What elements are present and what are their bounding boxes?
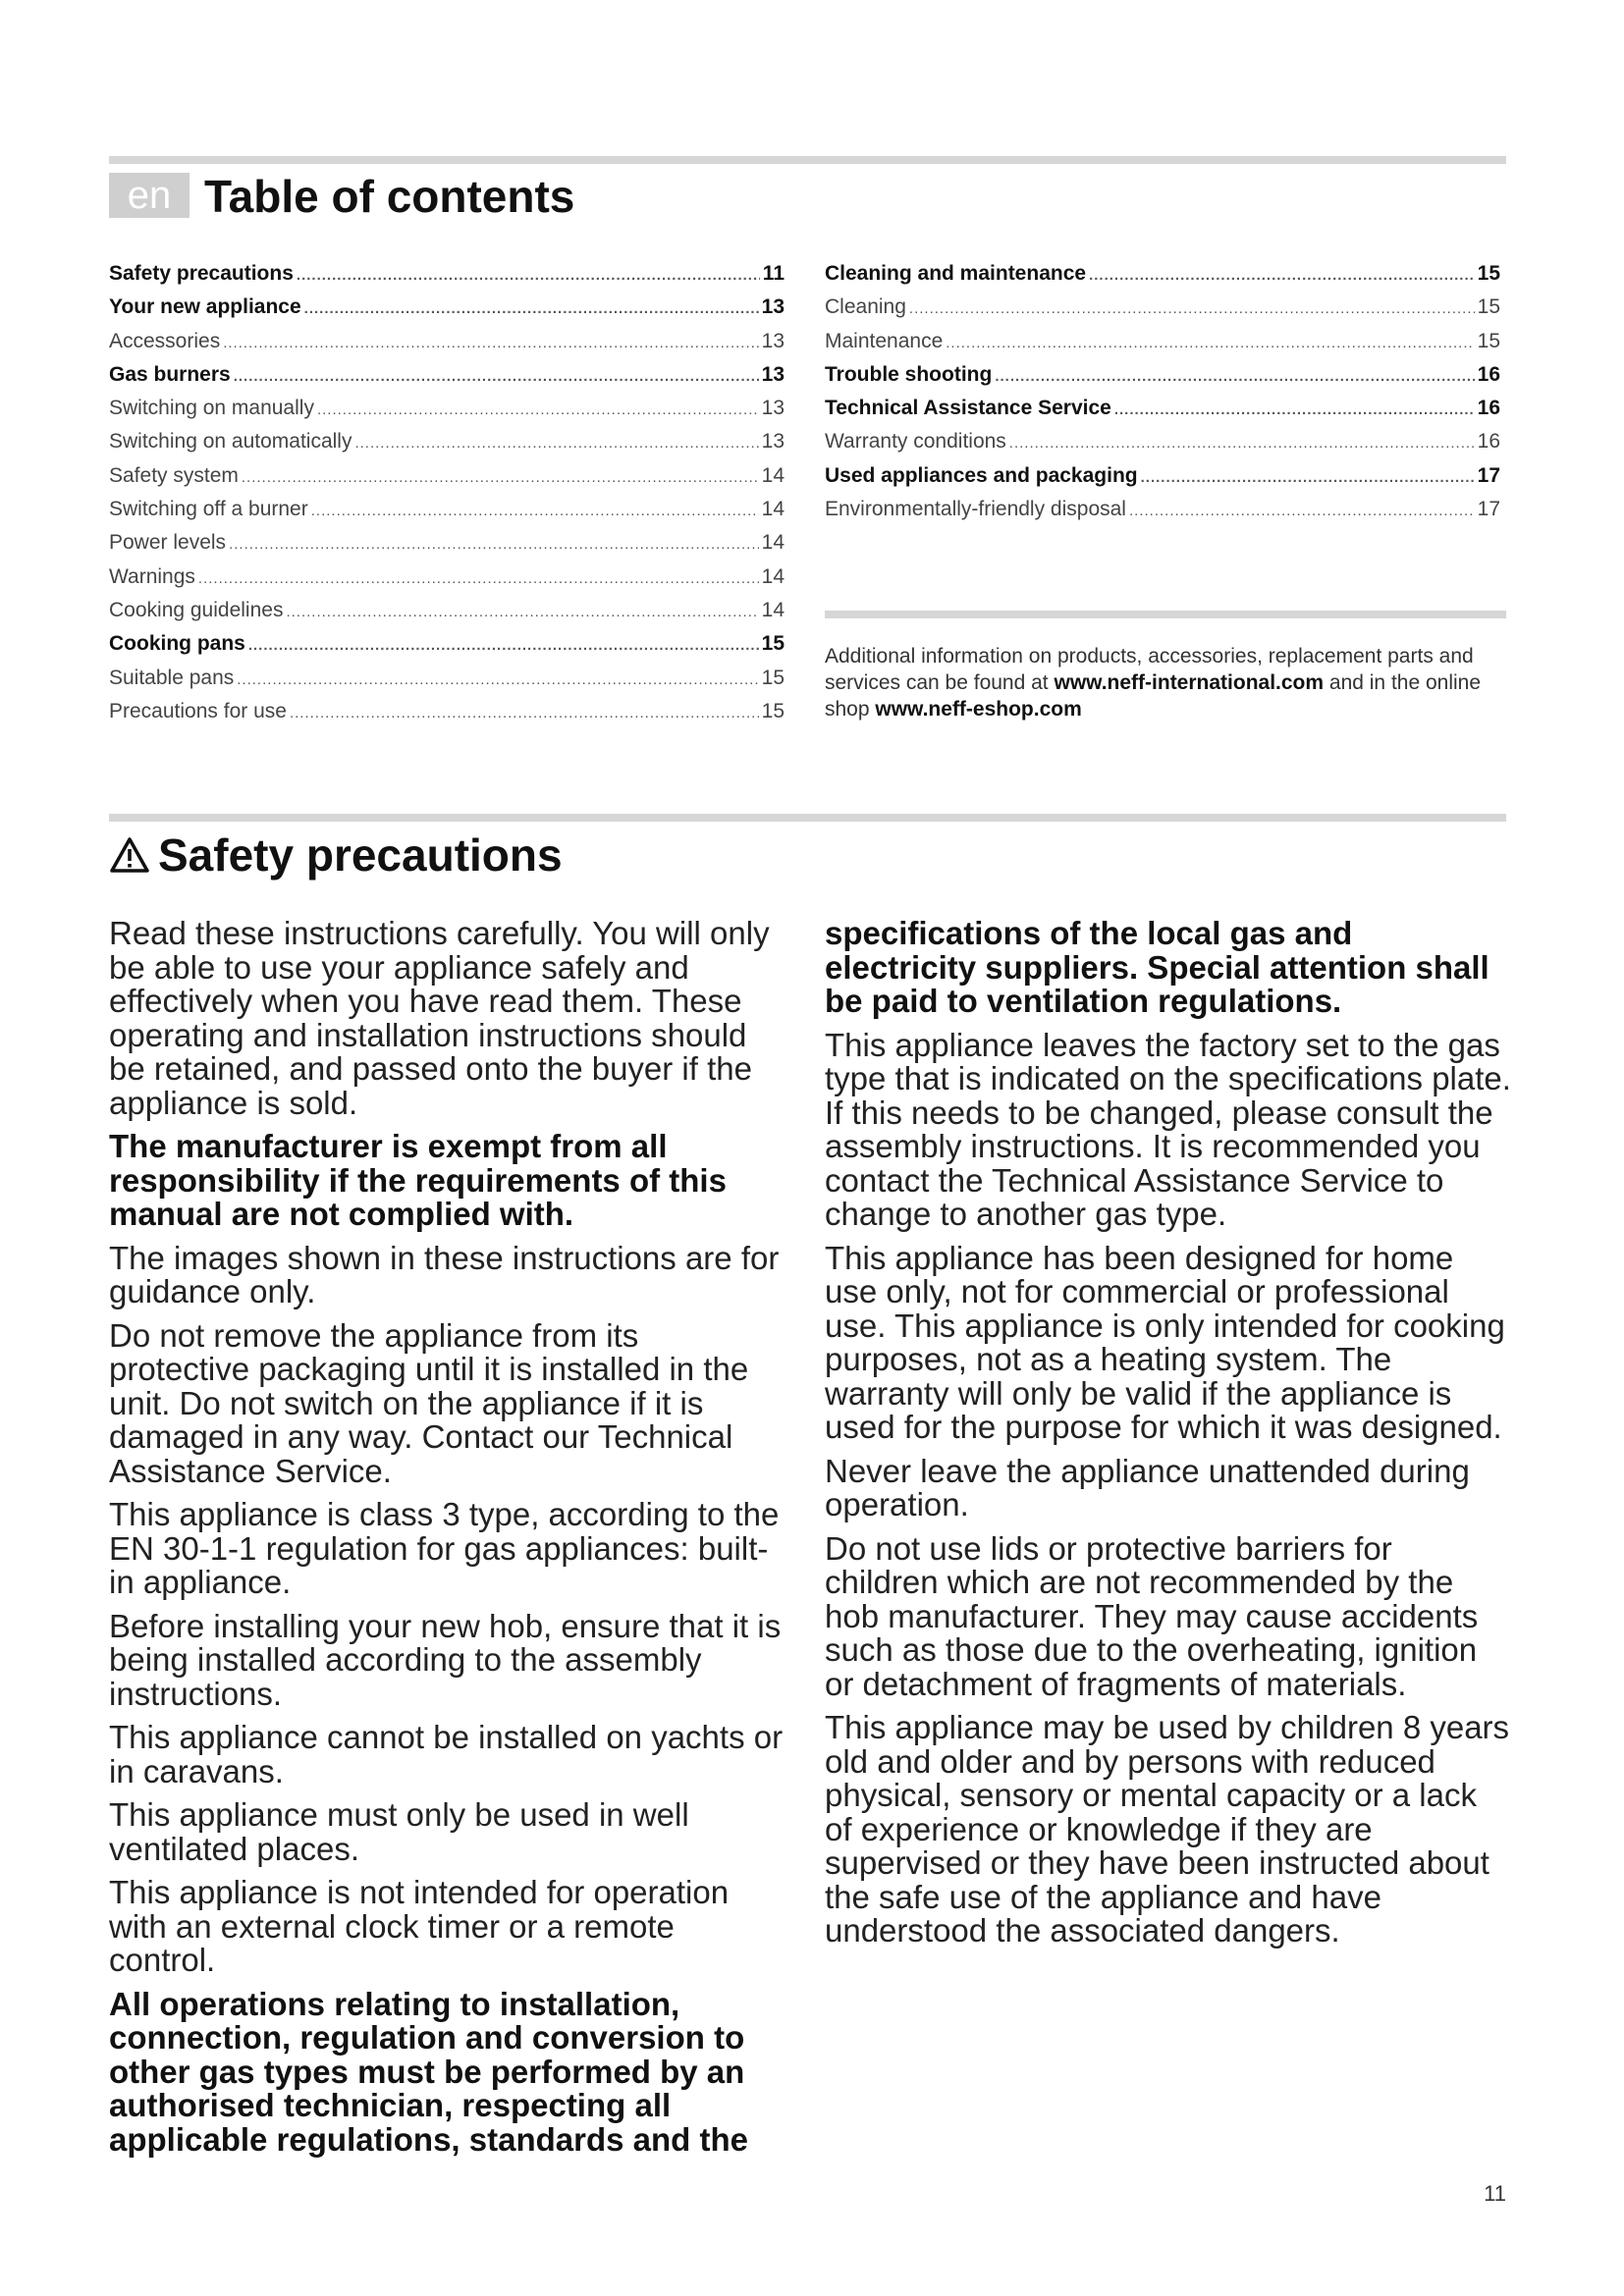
toc-entry-page: 14 xyxy=(761,564,785,588)
safety-paragraph: The images shown in these instructions are for guidance only. xyxy=(109,1239,780,1309)
toc-leader-dots xyxy=(311,493,759,528)
toc-entry-page: 15 xyxy=(761,632,785,656)
toc-entry-title: Power levels xyxy=(109,531,227,555)
toc-leader-dots xyxy=(223,325,758,360)
toc-leader-dots xyxy=(198,561,759,596)
toc-leader-dots xyxy=(1129,493,1475,528)
additional-info-text: Additional information on products, accessories, replacement parts and services can be found at xyxy=(825,645,1474,694)
toc-entry-page: 16 xyxy=(1477,397,1500,420)
toc-entry-title: Safety system xyxy=(109,463,239,487)
toc-entry-page: 17 xyxy=(1477,498,1500,521)
toc-leader-dots xyxy=(248,627,759,663)
safety-paragraph: This appliance may be used by children 8 years old and older and by persons with reduced physical, sensory or mental capacity or a lack of experience or knowledge if they are supervised or they have been instructed about the safe use of the appliance and have understood the associated dangers. xyxy=(825,1709,1510,1949)
toc-title: Table of contents xyxy=(204,171,575,222)
toc-entry-title: Switching on manually xyxy=(109,397,314,420)
toc-entry-page: 15 xyxy=(761,666,785,689)
toc-entry-page: 15 xyxy=(761,699,785,722)
safety-paragraph: This appliance must only be used in well ventilated places. xyxy=(109,1796,689,1867)
toc-entry-page: 15 xyxy=(1477,295,1500,319)
toc-entry[interactable] xyxy=(825,425,1500,458)
page-number: 11 xyxy=(1484,2181,1506,2206)
toc-entry-title: Suitable pans xyxy=(109,666,235,689)
toc-entry-page: 16 xyxy=(1477,362,1500,386)
toc-leader-dots xyxy=(1089,257,1475,293)
toc-leader-dots xyxy=(242,459,759,495)
toc-entry-page: 14 xyxy=(761,463,785,487)
safety-heading xyxy=(109,825,563,885)
warning-icon xyxy=(109,836,150,874)
toc-entry[interactable] xyxy=(109,325,785,358)
toc-entry-title: Cooking guidelines xyxy=(109,598,284,621)
safety-paragraph: This appliance leaves the factory set to the gas type that is indicated on the specifications plate. If this needs to be changed, please consult the assembly instructions. It is recommended you contact the Technical Assistance Service to change to another gas type. xyxy=(825,1026,1511,1232)
safety-right-column xyxy=(825,917,1512,1958)
safety-paragraph: This appliance is not intended for operation with an external clock timer or a remote control. xyxy=(109,1874,730,1978)
toc-leader-dots xyxy=(304,291,759,326)
safety-paragraph: Do not remove the appliance from its protective packaging until it is installed in the unit. Do not switch on the appliance if it is damaged in any way. Contact our Technical Assistance Service. xyxy=(109,1316,749,1489)
toc-entry-page: 14 xyxy=(761,531,785,555)
toc-entry-title: Your new appliance xyxy=(109,295,301,319)
toc-entry-page: 11 xyxy=(762,262,785,285)
toc-entry[interactable] xyxy=(109,291,785,324)
safety-left-column xyxy=(109,917,786,2166)
toc-leader-dots xyxy=(1141,459,1475,495)
toc-leader-dots xyxy=(234,358,759,394)
toc-entry-page: 16 xyxy=(1477,430,1500,454)
eshop-link[interactable]: www.neff-eshop.com xyxy=(875,698,1082,721)
toc-entry-title: Cleaning and maintenance xyxy=(825,262,1087,285)
toc-entry[interactable] xyxy=(825,291,1500,324)
safety-notice: All operations relating to installation, connection, regulation and conversion to other gas types must be performed by an authorised technician, respecting all applicable regulations, standards and the xyxy=(109,1985,748,2158)
toc-entry-title: Technical Assistance Service xyxy=(825,397,1111,420)
safety-notice: specifications of the local gas and electricity suppliers. Special attention shall be paid to ventilation regulations. xyxy=(825,915,1489,1019)
toc-entry-page: 13 xyxy=(761,329,785,352)
toc-entry-title: Used appliances and packaging xyxy=(825,463,1138,487)
safety-paragraph: Read these instructions carefully. You will only be able to use your appliance safely and effectively when you have read them. These operating and installation instructions should be retained, and passed onto the buyer if the appliance is sold. xyxy=(109,915,770,1121)
safety-paragraph: This appliance is class 3 type, according to the EN 30-1-1 regulation for gas appliances: built-in appliance. xyxy=(109,1496,780,1600)
toc-entry[interactable] xyxy=(109,392,785,425)
safety-paragraph: Do not use lids or protective barriers for children which are not recommended by the hob manufacturer. They may cause accidents such as those due to the overheating, ignition or detachment of fragments of materials. xyxy=(825,1529,1479,1702)
toc-leader-dots xyxy=(286,594,758,629)
toc-entry-page: 17 xyxy=(1477,463,1500,487)
toc-entry[interactable] xyxy=(109,561,785,594)
toc-entry[interactable] xyxy=(109,459,785,493)
toc-entry-title: Cooking pans xyxy=(109,632,245,656)
toc-entry-title: Trouble shooting xyxy=(825,362,993,386)
safety-notice: The manufacturer is exempt from all responsibility if the requirements of this manual are not complied with. xyxy=(109,1128,727,1232)
toc-entry-page: 15 xyxy=(1477,262,1500,285)
toc-entry-title: Maintenance xyxy=(825,329,944,352)
toc-entry-page: 14 xyxy=(761,598,785,621)
toc-entry-page: 15 xyxy=(1477,329,1500,352)
toc-right-column xyxy=(825,257,1500,526)
toc-entry[interactable] xyxy=(825,493,1500,526)
toc-entry[interactable] xyxy=(825,257,1500,291)
safety-title: Safety precautions xyxy=(158,829,563,881)
toc-entry[interactable] xyxy=(109,493,785,526)
toc-entry[interactable] xyxy=(109,425,785,458)
safety-paragraph: Never leave the appliance unattended during operation. xyxy=(825,1452,1470,1522)
toc-entry[interactable] xyxy=(109,257,785,291)
toc-leader-dots xyxy=(1114,392,1475,427)
toc-entry-title: Precautions for use xyxy=(109,699,287,722)
safety-paragraph: Before installing your new hob, ensure that it is being installed according to the assembly instructions. xyxy=(109,1607,782,1712)
toc-left-column xyxy=(109,257,785,728)
toc-entry[interactable] xyxy=(109,594,785,627)
toc-entry-title: Switching off a burner xyxy=(109,498,308,521)
top-rule xyxy=(109,156,1506,164)
toc-leader-dots xyxy=(229,526,759,561)
toc-leader-dots xyxy=(946,325,1474,360)
toc-entry[interactable] xyxy=(109,695,785,728)
website-link[interactable]: www.neff-international.com xyxy=(1054,671,1325,694)
safety-paragraph: This appliance has been designed for home use only, not for commercial or professional use. This appliance is only intended for cooking purposes, not as a heating system. The warranty will only be valid if the appliance is used for the purpose for which it was designed. xyxy=(825,1239,1505,1445)
toc-entry-page: 13 xyxy=(761,362,785,386)
toc-entry-page: 13 xyxy=(761,397,785,420)
toc-entry-page: 13 xyxy=(761,295,785,319)
toc-entry[interactable] xyxy=(825,459,1500,493)
toc-entry-title: Gas burners xyxy=(109,362,231,386)
additional-info-text-middle: and in the online shop xyxy=(825,671,1482,721)
toc-entry[interactable] xyxy=(825,392,1500,425)
toc-leader-dots xyxy=(317,392,759,427)
toc-entry-title: Environmentally-friendly disposal xyxy=(825,498,1126,521)
toc-entry[interactable] xyxy=(109,662,785,695)
toc-leader-dots xyxy=(995,358,1474,394)
toc-leader-dots xyxy=(909,291,1475,326)
toc-leader-dots xyxy=(297,257,760,293)
info-rule xyxy=(825,611,1506,618)
toc-entry-title: Safety precautions xyxy=(109,262,294,285)
toc-leader-dots xyxy=(237,662,758,697)
toc-leader-dots xyxy=(290,695,759,730)
additional-info xyxy=(825,643,1502,722)
toc-entry[interactable] xyxy=(825,358,1500,392)
toc-entry[interactable] xyxy=(109,358,785,392)
toc-entry-page: 13 xyxy=(761,430,785,454)
safety-rule xyxy=(109,814,1506,822)
toc-entry[interactable] xyxy=(825,325,1500,358)
toc-entry-title: Warnings xyxy=(109,564,195,588)
toc-leader-dots xyxy=(1009,425,1475,460)
safety-paragraph: This appliance cannot be installed on yachts or in caravans. xyxy=(109,1719,784,1789)
toc-entry-page: 14 xyxy=(761,498,785,521)
toc-leader-dots xyxy=(354,425,758,460)
toc-entry[interactable] xyxy=(109,526,785,560)
toc-entry-title: Cleaning xyxy=(825,295,906,319)
toc-entry-title: Accessories xyxy=(109,329,221,352)
toc-entry[interactable] xyxy=(109,627,785,661)
language-badge: en xyxy=(109,173,189,218)
toc-entry-title: Warranty conditions xyxy=(825,430,1006,454)
toc-entry-title: Switching on automatically xyxy=(109,430,352,454)
